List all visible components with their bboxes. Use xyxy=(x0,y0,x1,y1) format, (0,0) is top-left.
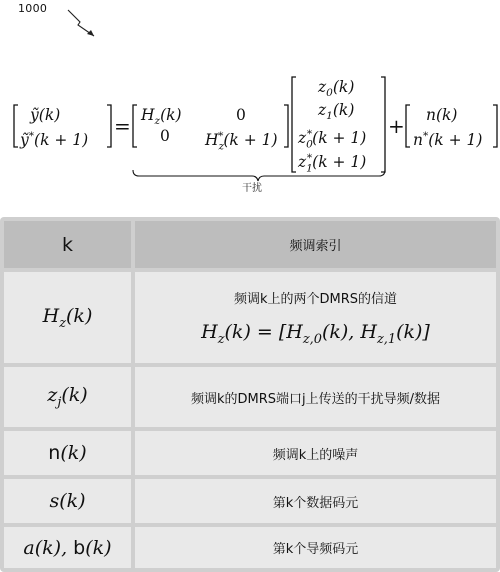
row-description: 频调k上的两个DMRS的信道 xyxy=(233,292,398,308)
row-symbol-ab: a(k), b(k) xyxy=(23,536,112,559)
noise-n-conj: n*(k + 1) xyxy=(413,130,483,150)
equals-sign: = xyxy=(114,114,131,138)
lhs-y-tilde: ỹ(k) xyxy=(30,106,61,124)
channel-formula: $H_z(k) = [H_{z,0}(k)$, $H_{z,1}(k)$] xyxy=(201,321,430,347)
lead-line-icon xyxy=(66,8,100,38)
plus-sign: + xyxy=(388,114,405,138)
vector-z0-conj: $z_0^*(k + 1)$ xyxy=(298,128,367,151)
table-row xyxy=(0,527,500,568)
vector-z1: $z_1(k)$ xyxy=(318,101,355,123)
interference-label: 干扰 xyxy=(242,183,262,194)
header-description: 频调索引 xyxy=(289,239,342,254)
matrix-r2c2: $H_z^*(k + 1)$ xyxy=(205,130,278,153)
table-row xyxy=(0,431,500,475)
vector-z1-conj: $z_1^*(k + 1)$ xyxy=(298,152,367,175)
figure-label: 1000 xyxy=(18,2,48,15)
table-row xyxy=(0,272,500,363)
vector-z0: $z_0(k)$ xyxy=(318,78,355,100)
row-description: 第k个导频码元 xyxy=(272,542,359,557)
symbol-table xyxy=(0,217,500,572)
row-symbol-hz: $H_z(k)$ xyxy=(42,304,93,331)
table-header-row xyxy=(0,221,500,268)
matrix-r1c1: $H_z(k)$ xyxy=(141,106,182,128)
row-symbol-zj: $z_j(k)$ xyxy=(47,384,88,410)
noise-n: n(k) xyxy=(426,106,458,124)
header-symbol: k xyxy=(61,233,73,256)
row-description: 频调k上的噪声 xyxy=(272,447,359,463)
row-symbol-n: n(k) xyxy=(48,442,87,464)
row-symbol-s: s(k) xyxy=(49,490,86,512)
row-description: 第k个数据码元 xyxy=(272,495,359,511)
table-row xyxy=(0,367,500,427)
lhs-y-tilde-conj: ỹ*(k + 1) xyxy=(20,130,89,150)
table-row xyxy=(0,479,500,523)
row-description: 频调k的DMRS端口j上传送的干扰导频/数据 xyxy=(190,391,441,407)
matrix-r1c2: 0 xyxy=(236,106,246,124)
matrix-r2c1: 0 xyxy=(160,127,170,145)
